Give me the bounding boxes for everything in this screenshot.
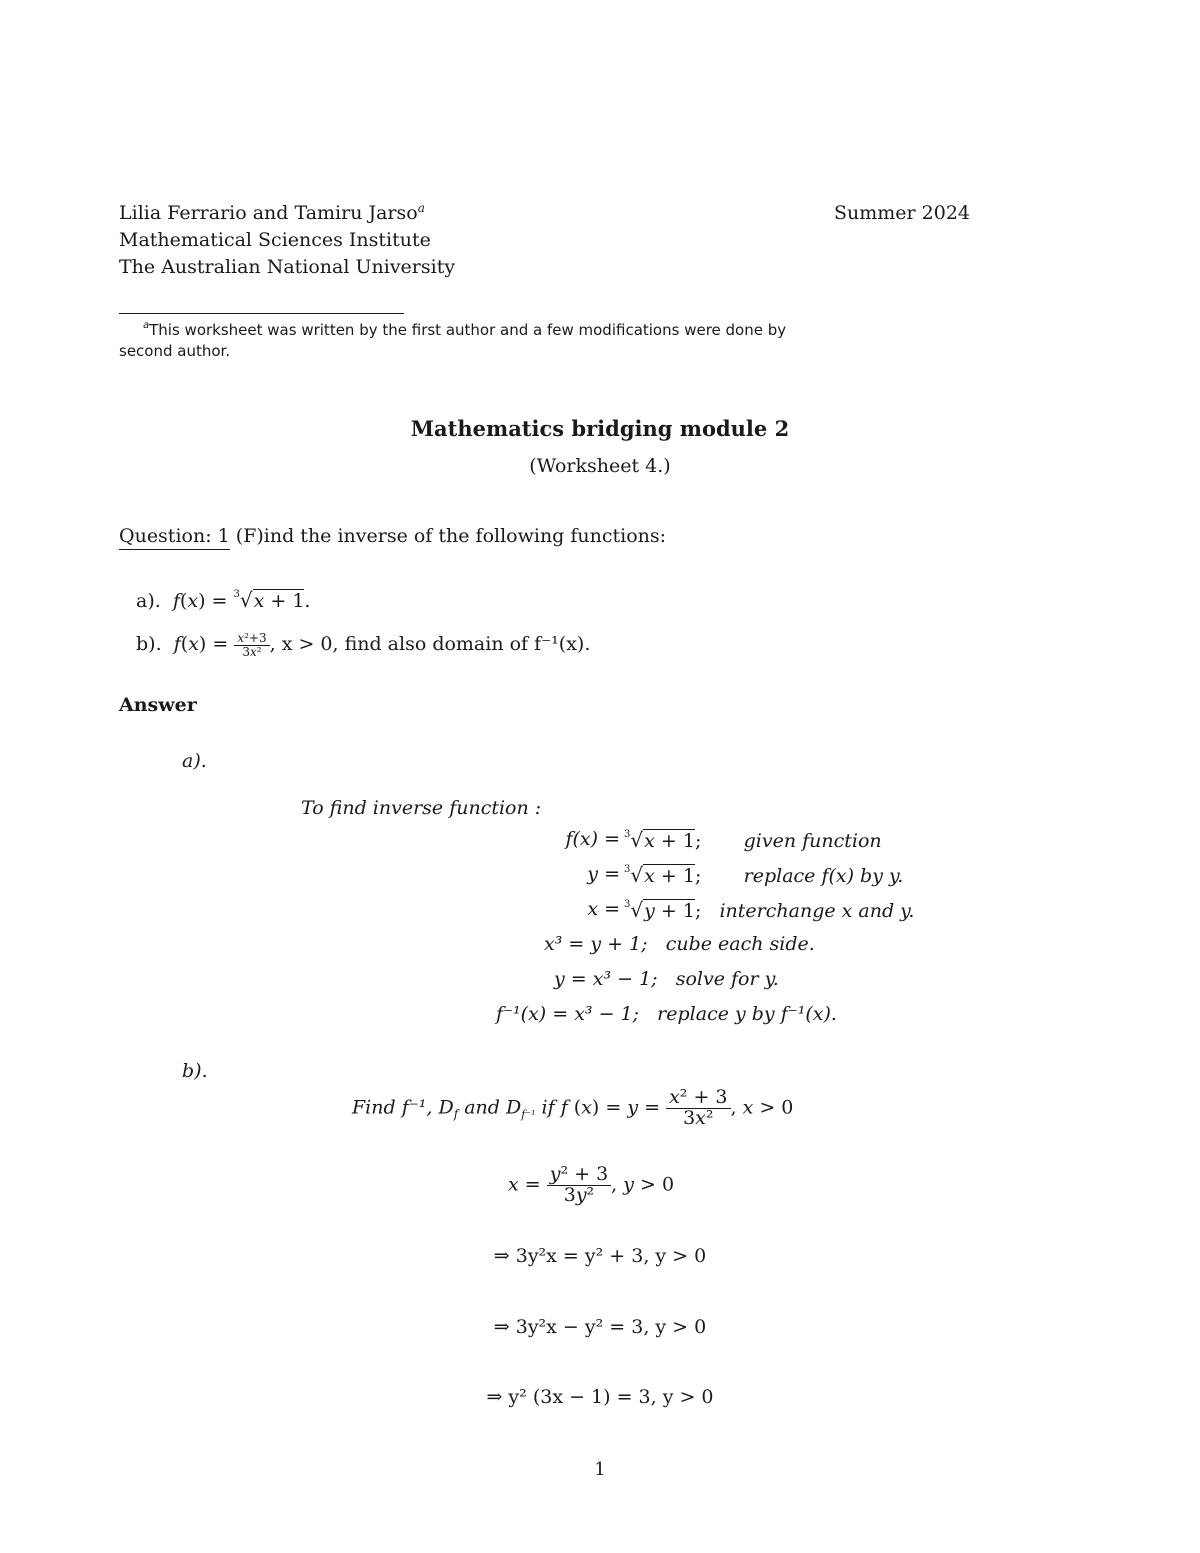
step-2-right: $^3$√x + 1; replace f(x) by y. [624,863,904,887]
page-title: Mathematics bridging module 2 [410,416,790,441]
authors: Lilia Ferrario and Tamiru Jarso [119,202,418,224]
footnote-line-1: This worksheet was written by the first author and a few modifications were done by [149,321,787,339]
footnote-line-2: second author. [119,342,231,360]
author-footnote-mark: a [417,201,425,215]
b-intro-fraction: $\frac{\text{x² + 3}}{\text{3x²}}$ [666,1088,730,1129]
step-5-reason: solve for y. [675,968,779,990]
university: The Australian National University [119,256,456,278]
step-4-right [540,933,980,960]
part-b-tail: , x > 0, find also domain of f⁻¹(x). [269,633,591,656]
step-3-right: $^3$√y + 1; interchange x and y. [624,898,915,922]
step-3-reason: interchange x and y. [719,900,915,922]
part-b-fraction: $\frac{\text{x²+3}}{\text{3x²}}$ [234,632,269,658]
step-4-reason: cube each side. [665,933,815,955]
b-line-3: ⇒ y² (3x − 1) = 3, y > 0 [486,1386,714,1408]
question-text: (F)ind the inverse of the following functions: [235,525,667,547]
b-swap-fraction: $\frac{\text{y² + 3}}{\text{3y²}}$ [547,1165,611,1206]
question-label: Question: 1 [119,525,230,550]
footnote-rule [119,313,404,314]
inverse-steps [400,828,980,1030]
answer-a-intro: To find inverse function : [301,797,542,819]
step-5-right [550,968,980,995]
step-6-eq: f⁻¹(x) = x³ − 1; [496,1003,640,1025]
footnote [119,320,786,362]
question-part-b: b). f(x) = $\frac{\text{x²+3}}{\text{3x²}}$ , x > 0, find also domain of f⁻¹(x). [136,631,591,659]
part-b-label: b). [136,633,162,656]
page-number: 1 [594,1459,606,1480]
step-5-eq: y = x³ − 1; [554,968,658,990]
step-1-reason: given function [743,830,882,852]
answer-heading: Answer [119,694,197,716]
step-4-eq: x³ = y + 1; [544,933,648,955]
step-6-right [492,1003,980,1030]
step-2-left: y = [587,863,620,885]
step-1-left: f(x) = [565,828,620,850]
step-3-left: x = [587,898,620,920]
question-part-a: a). f(x) = $^3$√x + 1. [136,588,311,612]
b-line-1: ⇒ 3y²x = y² + 3, y > 0 [493,1245,707,1267]
authors-line [119,202,425,224]
footnote-mark: a [143,320,150,331]
institute: Mathematical Sciences Institute [119,229,431,251]
page-subtitle: (Worksheet 4.) [529,455,671,477]
b-line-swap: x = $\frac{\text{y² + 3}}{\text{3y²}}$ , y > 0 [508,1163,675,1206]
part-a-label: a). [136,590,161,612]
step-2-reason: replace f(x) by y. [743,865,904,887]
answer-b-intro: Find f⁻¹, $D_f$ and $D_{f^{-1}}$ if f (x) = y = $\frac{\text{x² + 3}}{\text{3x²}}$ , x > 0 [352,1086,794,1129]
date: Summer 2024 [834,202,971,224]
step-1-right: $^3$√x + 1; given function [624,828,882,852]
question-line [119,525,666,547]
step-6-reason: replace y by f⁻¹(x). [657,1003,837,1025]
answer-b-label: b). [182,1060,208,1082]
answer-a-label: a). [182,750,207,772]
b-line-2: ⇒ 3y²x − y² = 3, y > 0 [493,1316,707,1338]
